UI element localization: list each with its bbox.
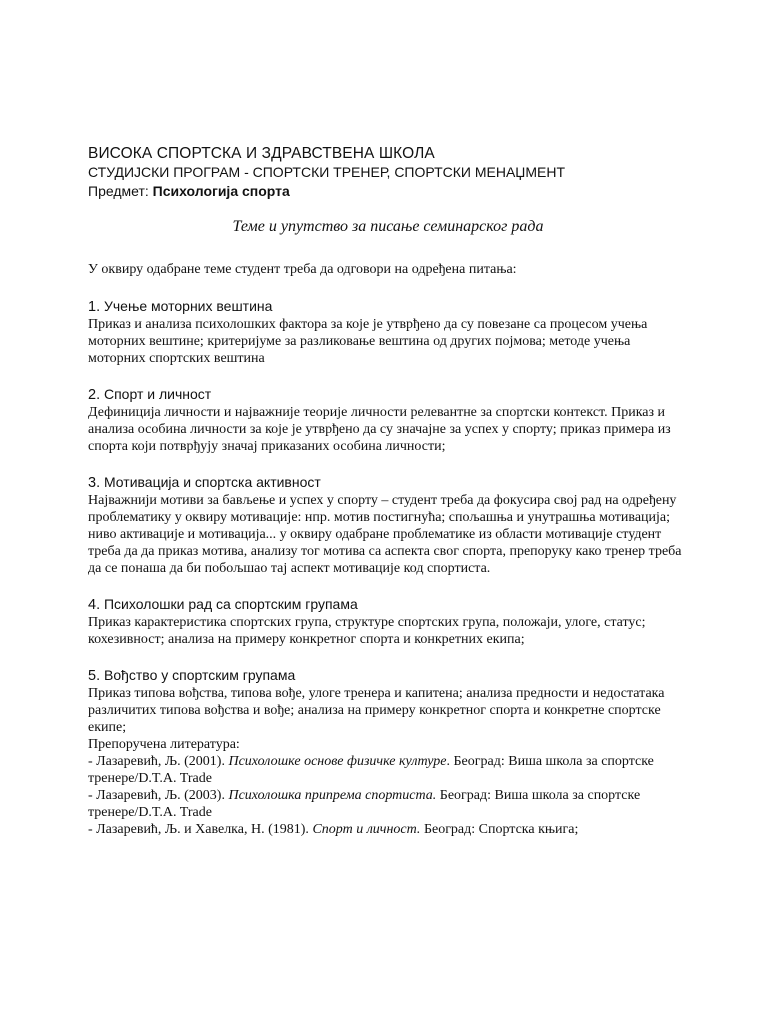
literature-item-author: - Лазаревић, Љ. (2003).	[88, 788, 229, 803]
literature-item-title: Психолошка припрема спортиста.	[228, 788, 437, 803]
literature-item-title: Спорт и личност.	[312, 822, 421, 837]
study-program: СТУДИЈСКИ ПРОГРАМ - СПОРТСКИ ТРЕНЕР, СПОРТСКИ МЕНАЏМЕНТ	[88, 164, 566, 180]
subject-value: Психологија спорта	[152, 183, 290, 199]
topic-3	[88, 473, 688, 577]
topic-1	[88, 297, 688, 367]
literature-item-author: - Лазаревић, Љ. и Хавелка, Н. (1981).	[88, 822, 313, 837]
topic-title: Мотивација и спортска активност	[100, 474, 321, 490]
topic-body: Дефиниција личности и најважније теорије личности релевантне за спортски контекст. Приказ и анализа особина личности за које је утврђено да су значајне за успех у спорту; приказ примера из спорта који потврђују значај приказаних особина личности;	[88, 405, 671, 454]
intro-text: У оквиру одабране теме студент треба да одговори на одређена питања:	[88, 262, 517, 277]
topic-title: Вођство у спортским групама	[100, 667, 296, 683]
document-page	[88, 144, 688, 838]
literature-item-publisher: Београд: Виша школа за спортске тренере/D.T.A. Trade	[88, 788, 641, 820]
topic-number: 2.	[88, 387, 101, 403]
topic-2	[88, 385, 688, 455]
topic-number: 4.	[88, 597, 101, 613]
literature-item-author: - Лазаревић, Љ. (2001).	[88, 754, 229, 769]
topic-title: Спорт и личност	[100, 386, 212, 402]
topic-heading	[88, 473, 688, 492]
topic-title: Психолошки рад са спортским групама	[100, 596, 358, 612]
literature-item	[88, 753, 688, 787]
document-title: Теме и упутство за писање семинарског рада	[232, 218, 544, 235]
subject-line	[88, 182, 688, 201]
topic-body: Приказ карактеристика спортских група, структуре спортских група, положаји, улоге, статус; кохезивност; анализа на примеру конкретног спорта и конкретних екипа;	[88, 615, 646, 647]
topic-heading	[88, 297, 688, 316]
topic-body: Најважнији мотиви за бављење и успех у спорту – студент треба да фокусира свој рад на одређену проблематику у оквиру мотивације: нпр. мотив постигнућа; спољашња и унутрашња мотивација; ниво активације и мотивација... у оквиру одабране проблематике из области мотивације студент треба да да приказ мотива, анализу тог мотива са аспекта свог спорта, препоруку како тренер треба да се понаша да би побољшао тај аспект мотивације код спортиста.	[88, 493, 682, 576]
literature-item	[88, 787, 688, 821]
literature-label: Препоручена литература:	[88, 737, 240, 752]
topic-number: 1.	[88, 299, 101, 315]
topic-body: Приказ типова вођства, типова вође, улоге тренера и капитена; анализа предности и недостатака различитих типова вођства и вође; анализа на примеру конкретног спорта и конкретне спортске екипе;	[88, 686, 665, 735]
literature-item-title: Психолошке основе физичке културе	[228, 754, 447, 769]
topic-heading	[88, 385, 688, 404]
topic-number: 5.	[88, 668, 101, 684]
literature-item-publisher: Београд: Спортска књига;	[420, 822, 579, 837]
topic-heading	[88, 666, 688, 685]
subject-label: Предмет:	[88, 183, 153, 199]
topic-4	[88, 595, 688, 648]
topic-heading	[88, 595, 688, 614]
literature-item-publisher: . Београд: Виша школа за спортске тренере/D.T.A. Trade	[88, 754, 654, 786]
school-name: ВИСОКА СПОРТСКА И ЗДРАВСТВЕНА ШКОЛА	[88, 145, 435, 162]
topic-number: 3.	[88, 475, 101, 491]
topic-5	[88, 666, 688, 838]
topic-title: Учење моторних вештина	[100, 298, 273, 314]
literature-item	[88, 821, 688, 838]
topic-body: Приказ и анализа психолошких фактора за које је утврђено да су повезане са процесом учења моторних вештине; критеријуме за разликовање вештина од других појмова; методе учења моторних спортских вештина	[88, 317, 648, 366]
